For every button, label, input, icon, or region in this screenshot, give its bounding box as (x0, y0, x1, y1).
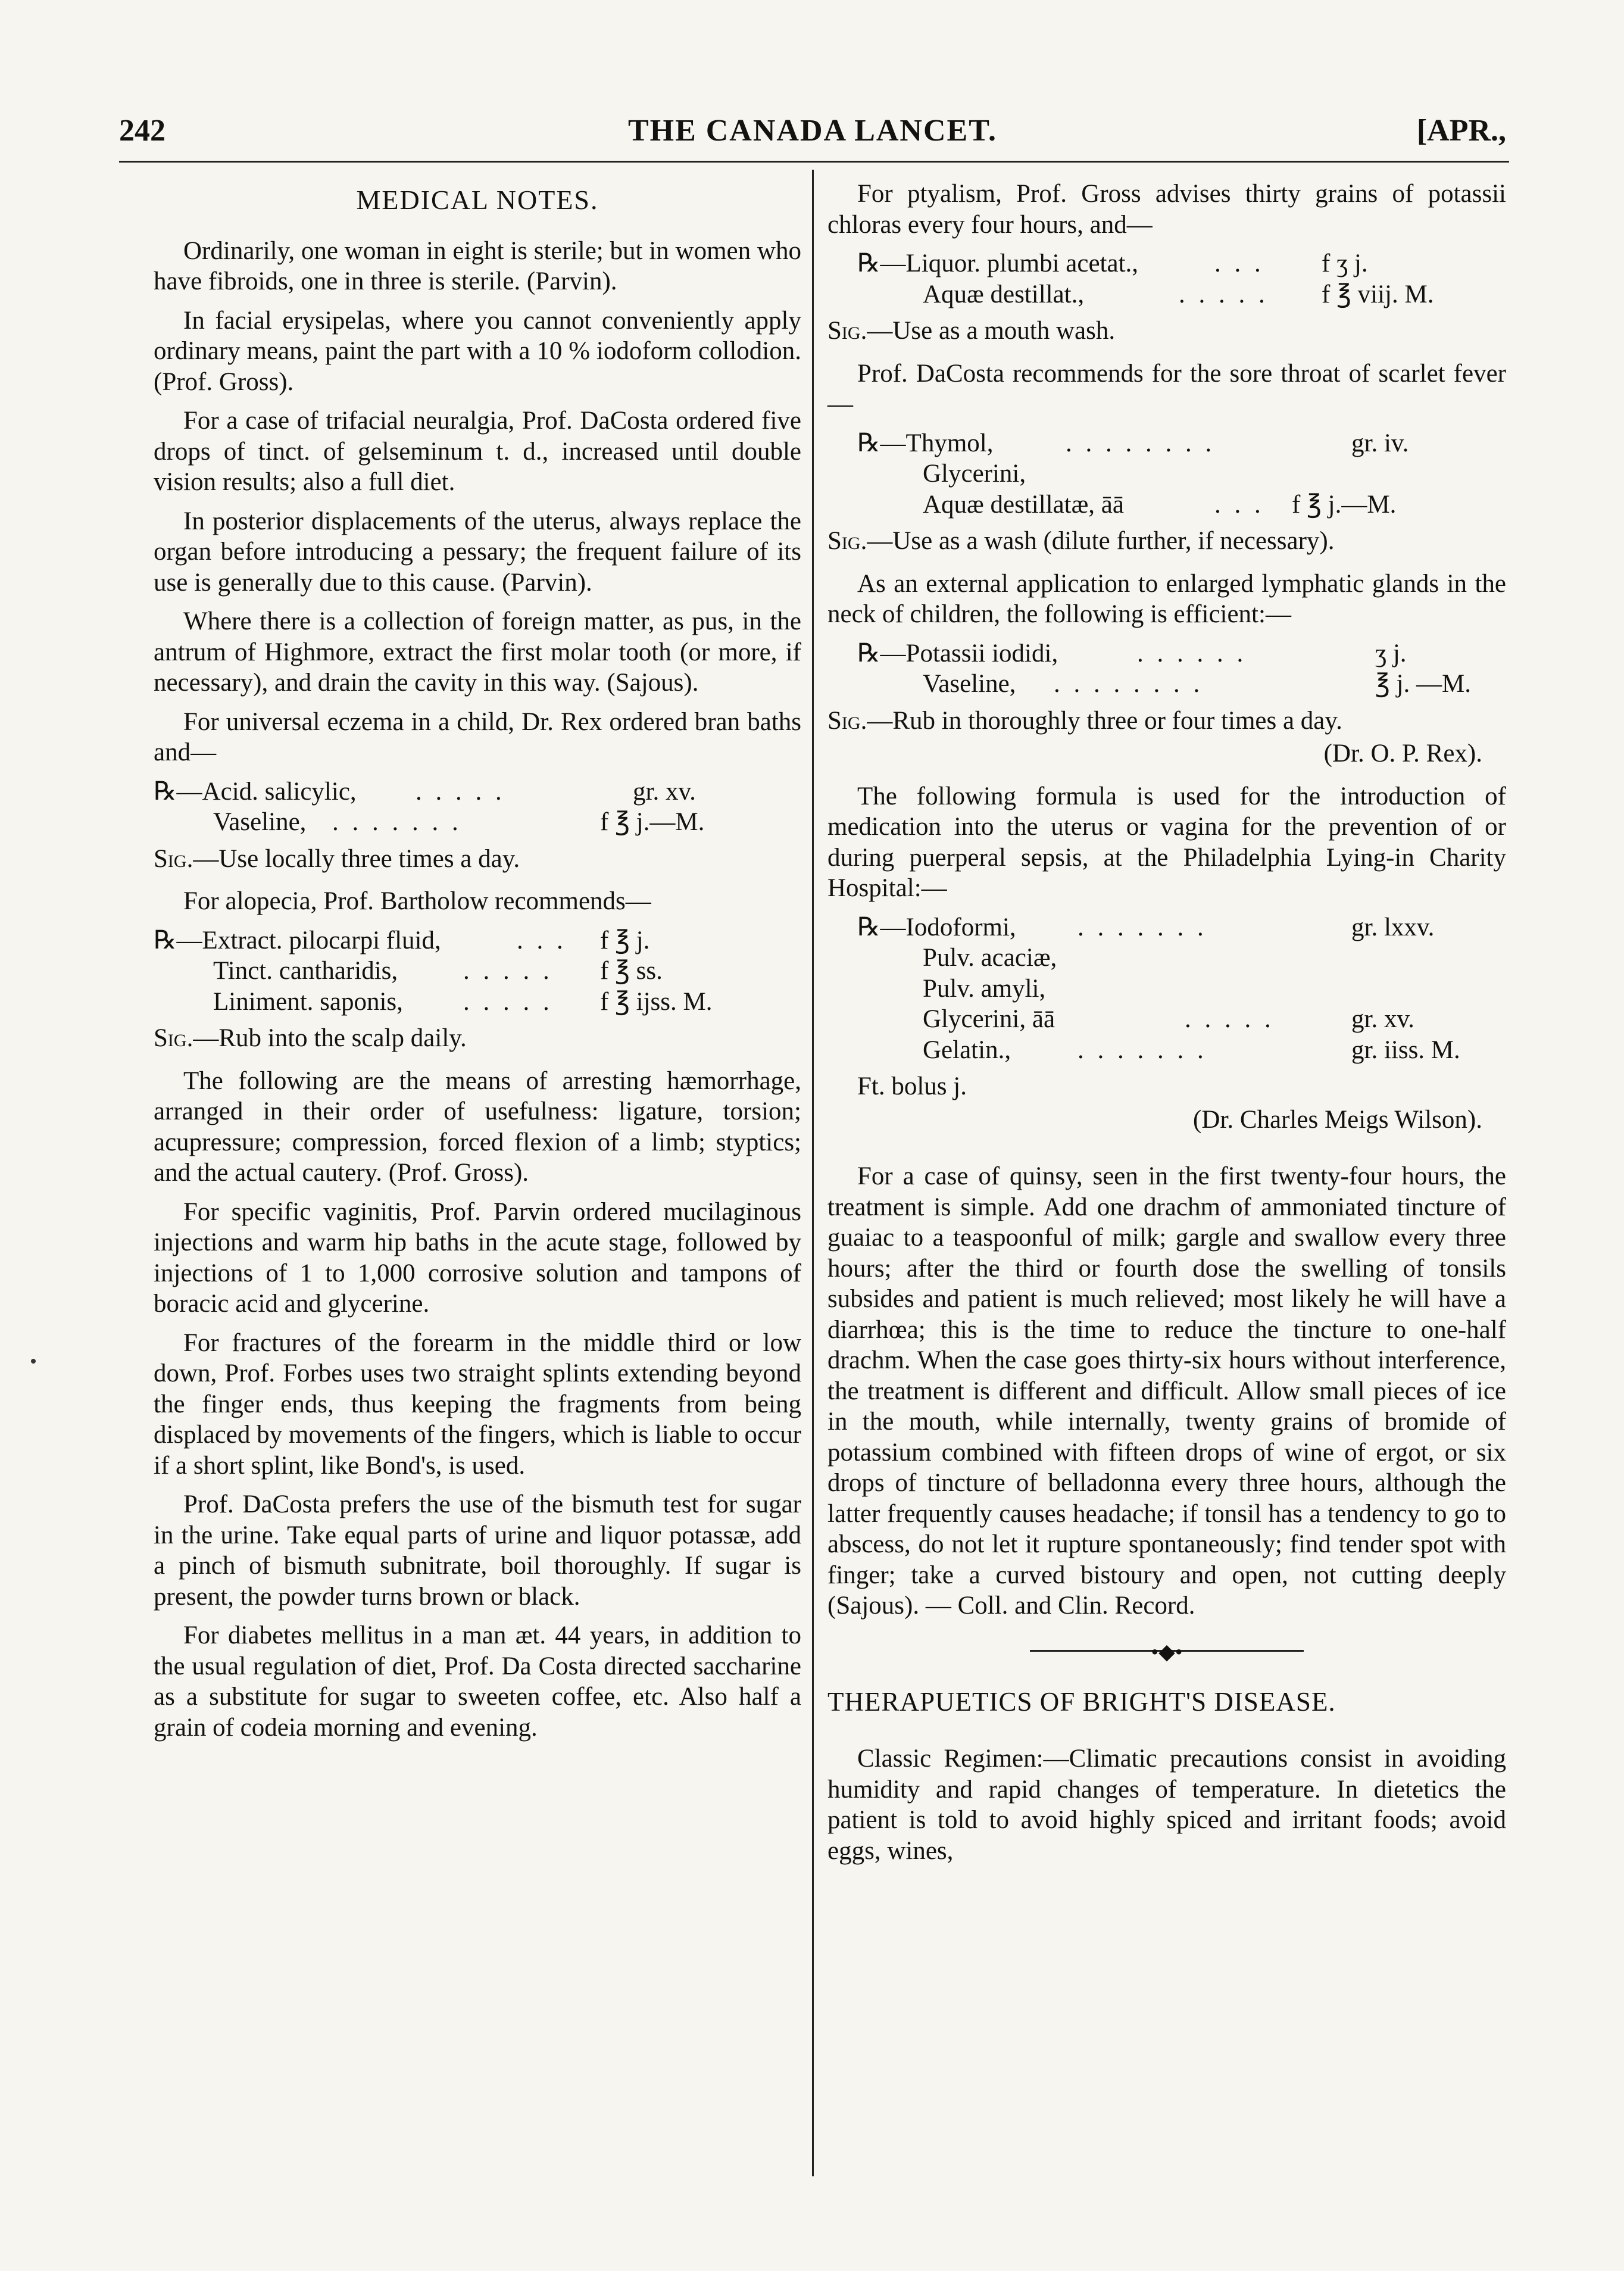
prescription-ptyalism (827, 248, 1506, 310)
rx-ingredient: ℞—Potassii iodidi, (857, 639, 1058, 667)
rx-leader-dots: . . . (1214, 249, 1264, 277)
rx-dose: f ℥ ss. (600, 957, 663, 985)
rx-ingredient: Glycerini, (923, 460, 1026, 488)
section-title-brights-disease: THERAPUETICS OF BRIGHT'S DISEASE. (827, 1686, 1336, 1717)
rx-leader-dots: . . . (517, 926, 567, 954)
rx-line (827, 248, 1506, 279)
rx-line (827, 974, 1506, 1005)
running-header (119, 113, 1506, 161)
prescription-scarlet-fever (827, 428, 1506, 520)
rx-ingredient: Glycerini, āā (923, 1005, 1055, 1033)
rx-ingredient: ℞—Acid. salicylic, (154, 777, 357, 806)
rx-ingredient: Liniment. saponis, (213, 987, 403, 1016)
sig-label: Sig. (827, 317, 867, 345)
sig-label: Sig. (827, 706, 867, 735)
rx-line (827, 458, 1506, 489)
rx-line (154, 776, 801, 807)
rx-line (154, 956, 801, 987)
ink-spot (31, 1359, 36, 1364)
rx-leader-dots: . . . . . (463, 957, 553, 985)
rx-line (154, 925, 801, 956)
rx-ingredient: ℞—Iodoformi, (857, 913, 1016, 941)
paragraph-neuralgia: For a case of trifacial neuralgia, Prof. DaCosta ordered five drops of tinct. of gelseminum t. d., increased until double vision results; also a full diet. (154, 407, 801, 496)
paragraph-forearm-fractures: For fractures of the forearm in the middle third or low down, Prof. Forbes uses two straight splints extending beyond the finger ends, thus keeping the fragments from being displaced by movements of the fingers, which is liable to occur if a short splint, like Bond's, is used. (154, 1328, 801, 1480)
rx-leader-dots: . . . (1214, 490, 1264, 519)
paragraph-sterility: Ordinarily, one woman in eight is sterile; but in women who have fibroids, one in three is sterile. (Parvin). (154, 236, 801, 295)
prescription-lymphatic-glands (827, 638, 1506, 700)
paragraph-eczema: For universal eczema in a child, Dr. Rex ordered bran baths and— (154, 707, 801, 766)
sig-text: —Rub in thoroughly three or four times a day. (867, 706, 1342, 735)
rx-ingredient: ℞—Thymol, (857, 429, 994, 457)
paragraph-vaginitis: For specific vaginitis, Prof. Parvin ordered mucilaginous injections and warm hip baths in the acute stage, followed by injections of 1 to 1,000 corrosive solution and tampons of boracic acid and glycerine. (154, 1197, 801, 1318)
rx-ingredient: Aquæ destillatæ, āā (923, 490, 1124, 519)
rx-line (154, 807, 801, 838)
sig-text: —Rub into the scalp daily. (193, 1024, 467, 1052)
sig-lymphatic-glands (827, 706, 1506, 737)
rx-line (827, 638, 1506, 669)
rx-leader-dots: . . . . . (1179, 280, 1269, 308)
rx-dose: ʒ j. (1375, 639, 1407, 667)
paragraph-scarlet-fever: Prof. DaCosta recommends for the sore throat of scarlet fever— (827, 359, 1506, 418)
page-number: 242 (119, 114, 165, 148)
rx-leader-dots: . . . . . (416, 777, 505, 806)
rx-leader-dots: . . . . . . . . (1054, 670, 1204, 698)
paragraph-diabetes: For diabetes mellitus in a man æt. 44 years, in addition to the usual regulation of diet, Prof. Da Costa directed saccharine as a substitute for sugar to sweeten coffee, etc. Also half a grain of codeia morning and evening. (154, 1621, 801, 1742)
journal-title: THE CANADA LANCET. (627, 114, 998, 148)
rx-dose: gr. iv. (1351, 429, 1409, 457)
rx-dose: gr. lxxv. (1351, 913, 1435, 941)
rx-line (827, 428, 1506, 459)
prescription-alopecia (154, 925, 801, 1018)
right-column (827, 179, 1506, 1874)
rx-ingredient: Vaseline, (923, 670, 1016, 698)
sig-text: —Use as a mouth wash. (867, 317, 1116, 345)
paragraph-alopecia: For alopecia, Prof. Bartholow recommends— (183, 887, 651, 915)
rx-ingredient: Pulv. amyli, (923, 974, 1046, 1003)
prescription-puerperal-sepsis (827, 912, 1506, 1066)
sig-scarlet-fever (827, 526, 1506, 557)
prescription-eczema (154, 776, 801, 838)
attribution-wilson: (Dr. Charles Meigs Wilson). (1193, 1105, 1482, 1134)
sig-eczema (154, 844, 801, 875)
paragraph-ptyalism: For ptyalism, Prof. Gross advises thirty grains of potassii chloras every four hours, and— (827, 180, 1506, 239)
section-divider (827, 1633, 1506, 1669)
paragraph-bismuth-test: Prof. DaCosta prefers the use of the bismuth test for sugar in the urine. Take equal parts of urine and liquor potassæ, add a pinch of bismuth subnitrate, boil thoroughly. If sugar is present, the powder turns brown or black. (154, 1490, 801, 1611)
rx-dose: f ℥ viij. M. (1322, 280, 1434, 308)
rx-dose: ℥ j. —M. (1375, 670, 1472, 698)
rx-ingredient: Tinct. cantharidis, (213, 957, 398, 985)
rx-line (827, 279, 1506, 310)
rx-ingredient: Pulv. acaciæ, (923, 944, 1057, 972)
rx-dose: gr. xv. (1351, 1005, 1414, 1033)
paragraph-haemorrhage: The following are the means of arresting hæmorrhage, arranged in their order of usefulness: ligature, torsion; acupressure; compression, forced flexion of a limb; styptics; and the actual cautery. (Prof. Gross). (154, 1066, 801, 1187)
rx-dose: f ℥ j. (600, 926, 650, 954)
divider-ornament: •◆• (1151, 1639, 1183, 1664)
rx-leader-dots: . . . . . . . . (1066, 429, 1216, 457)
issue-month: [APR., (1416, 114, 1506, 148)
rx-line (827, 912, 1506, 943)
rx-line (827, 1035, 1506, 1066)
rx-dose: f ʒ j. (1322, 249, 1368, 277)
left-column (154, 179, 801, 1751)
rx-leader-dots: . . . . . . . (332, 808, 462, 836)
rx-leader-dots: . . . . . (1185, 1005, 1275, 1033)
rx-ingredient: ℞—Extract. pilocarpi fluid, (154, 926, 441, 954)
rx-line (154, 987, 801, 1018)
rx-ingredient: Gelatin., (923, 1035, 1011, 1064)
sig-ptyalism (827, 316, 1506, 347)
sig-text: —Use locally three times a day. (193, 844, 520, 873)
rx-leader-dots: . . . . . . . (1078, 913, 1207, 941)
rx-leader-dots: . . . . . . . (1078, 1035, 1207, 1064)
rx-ingredient: Vaseline, (213, 808, 307, 836)
rx-line (827, 1004, 1506, 1035)
header-rule (119, 161, 1509, 163)
rx-line (827, 943, 1506, 974)
paragraph-antrum: Where there is a collection of foreign matter, as pus, in the antrum of Highmore, extract the first molar tooth (or more, if necessary), and drain the cavity in this way. (Sajous). (154, 607, 801, 697)
rx-dose: gr. xv. (633, 777, 696, 806)
ft-bolus: Ft. bolus j. (857, 1072, 967, 1100)
paragraph-quinsy: For a case of quinsy, seen in the first twenty-four hours, the treatment is simple. Add one drachm of ammoniated tincture of guaiac to a teaspoonful of milk; gargle and swallow every three hours; after the third or fourth dose the swelling of tonsils subsides and patient is much relieved; most likely he will have a diarrhœa; this is the time to reduce the tincture to one-half drachm. When the case goes thirty-six hours without interference, the treatment is different and difficult. Allow small pieces of ice in the mouth, while internally, twenty grains of bromide of potassium combined with fifteen drops of wine of ergot, or six drops of tincture of belladonna every three hours, although the latter frequently causes headache; if tonsil has a tendency to go to abscess, do not let it rupture spontaneously; find tender spot with finger; take a curved bistoury and open, not cutting deeply (Sajous). — Coll. and Clin. Record. (827, 1162, 1506, 1620)
sig-text: —Use as a wash (dilute further, if necessary). (867, 527, 1335, 555)
paragraph-puerperal-sepsis: The following formula is used for the introduction of medication into the uterus or vagina for the prevention of or during puerperal sepsis, at the Philadelphia Lying-in Charity Hospital:— (827, 782, 1506, 902)
rx-leader-dots: . . . . . . (1137, 639, 1247, 667)
sig-alopecia (154, 1023, 801, 1054)
rx-ingredient: Aquæ destillat., (923, 280, 1085, 308)
sig-label: Sig. (154, 844, 193, 873)
paragraph-erysipelas: In facial erysipelas, where you cannot conveniently apply ordinary means, paint the part with a 10 % iodoform collodion. (Prof. Gross). (154, 306, 801, 396)
rx-dose: f ℥ ijss. M. (600, 987, 713, 1016)
rx-leader-dots: . . . . . (463, 987, 553, 1016)
rx-line (827, 489, 1506, 520)
sig-label: Sig. (154, 1024, 193, 1052)
rx-ingredient: ℞—Liquor. plumbi acetat., (857, 249, 1139, 277)
rx-dose: f ℥ j.—M. (1292, 490, 1397, 519)
rx-dose: gr. iiss. M. (1351, 1035, 1460, 1064)
rx-dose: f ℥ j.—M. (600, 808, 705, 836)
attribution-rex: (Dr. O. P. Rex). (1323, 740, 1482, 768)
paragraph-classic-regimen: Classic Regimen:—Climatic precautions consist in avoiding humidity and rapid changes of temperature. In dietetics the patient is told to avoid highly spiced and irritant foods; avoid eggs, wines, (827, 1745, 1506, 1865)
paragraph-lymphatic-glands: As an external application to enlarged lymphatic glands in the neck of children, the following is efficient:— (827, 569, 1506, 628)
section-title-medical-notes: MEDICAL NOTES. (356, 185, 599, 215)
column-divider (812, 170, 814, 2176)
rx-line (827, 669, 1506, 700)
sig-label: Sig. (827, 527, 867, 555)
paragraph-uterus: In posterior displacements of the uterus, always replace the organ before introducing a pessary; the frequent failure of its use is generally due to this cause. (Parvin). (154, 507, 801, 597)
